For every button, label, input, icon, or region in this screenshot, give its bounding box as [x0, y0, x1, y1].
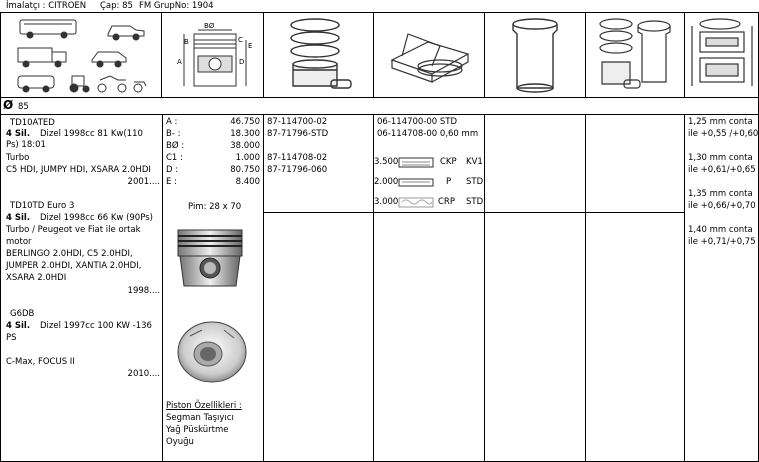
vehicle-turbo-cont: motor [6, 237, 32, 247]
grid-line [585, 12, 586, 98]
gasket-range: ile +0,66/+0,70 [688, 201, 756, 211]
vehicle-cylinders: 4 Sil. [6, 129, 31, 139]
ring-size: 3.500 [374, 157, 399, 167]
dimension-label: D : [166, 165, 179, 175]
vehicle-models: C5 HDI, JUMPY HDI, XSARA 2.0HDI [6, 165, 151, 175]
vehicle-year: 1998.... [127, 286, 160, 296]
grid-line [684, 12, 685, 98]
grid-line [373, 12, 374, 98]
dimension-label: A : [166, 117, 178, 127]
piston-feature-item: Yağ Püskürtme [166, 425, 229, 435]
grid-line [263, 114, 264, 462]
vehicle-engine: TD10ATED [10, 118, 55, 128]
diagram-label-d: D [239, 58, 245, 66]
piston-feature-item: Oyuğu [166, 437, 194, 447]
gasket-range: ile +0,55 /+0,60 [688, 129, 759, 139]
group-label: FM GrupNo: 1904 [139, 1, 214, 11]
grid-line [263, 12, 264, 98]
grid-line [0, 12, 759, 13]
ring-grade: STD [466, 177, 484, 187]
vehicle-description: Dizel 1998cc 66 Kw (90Ps) [40, 213, 153, 223]
gasket-range: ile +0,71/+0,75 [688, 237, 756, 247]
piston-feature-item: Segman Taşıyıcı [166, 413, 234, 423]
grid-line [0, 12, 1, 462]
gasket-range: ile +0,61/+0,65 [688, 165, 756, 175]
manufacturer-label: İmalatçı : CITROEN [6, 1, 87, 11]
diagram-label-c: C [238, 36, 243, 44]
piston-code: 87-71796-060 [267, 165, 328, 175]
pin-label: Pim: 28 x 70 [188, 202, 242, 212]
vehicle-engine: TD10TD Euro 3 [10, 201, 75, 211]
grid-line [484, 12, 485, 98]
ring-grade: STD [466, 197, 484, 207]
vehicles-icon [14, 16, 154, 94]
diagram-label-bo: BØ [204, 22, 215, 30]
dimension-value: 80.750 [230, 165, 260, 175]
grid-line [161, 12, 162, 98]
grid-line [684, 114, 685, 462]
ring-code: 06-114700-00 STD [377, 117, 458, 127]
grid-line [0, 114, 759, 115]
ring-type: P [446, 177, 452, 187]
gasket-thickness: 1,35 mm conta [688, 189, 753, 199]
piston-code: 87-114708-02 [267, 153, 328, 163]
vehicle-description-cont: Ps) 18:01 [6, 140, 46, 150]
diameter-symbol: Ø [3, 98, 14, 112]
ring-size: 2.000 [374, 177, 399, 187]
ring-type: CRP [438, 197, 455, 207]
ring-type: CKP [440, 157, 457, 167]
diagram-label-b: B [184, 38, 189, 46]
full-kit-icon [596, 16, 676, 94]
vehicle-cylinders: 4 Sil. [6, 213, 31, 223]
piston-features-title: Piston Özellikleri : [166, 401, 242, 411]
vehicle-models: XSARA 2.0HDI [6, 273, 67, 283]
ring-profile-icon [398, 156, 434, 169]
dimension-value: 46.750 [230, 117, 260, 127]
gasket-thickness: 1,40 mm conta [688, 225, 753, 235]
piston-dimension-diagram [176, 20, 256, 92]
ring-size: 3.000 [374, 197, 399, 207]
ring-profile-icon [398, 196, 434, 209]
gasket-thickness: 1,25 mm conta [688, 117, 753, 127]
vehicle-description-cont: PS [6, 333, 17, 343]
ring-grade: KV1 [466, 157, 483, 167]
grid-line [484, 114, 485, 462]
piston-top-image [172, 316, 252, 388]
grid-line [263, 212, 684, 213]
ring-set-icon [388, 20, 472, 90]
vehicle-engine: G6DB [10, 309, 35, 319]
dimension-value: 8.400 [235, 177, 260, 187]
gasket-icon [690, 16, 758, 94]
dimension-value: 18.300 [230, 129, 260, 139]
vehicle-year: 2001.... [127, 177, 160, 187]
piston-code: 87-71796-STD [267, 129, 329, 139]
gasket-thickness: 1,30 mm conta [688, 153, 753, 163]
dimension-label: B- : [166, 129, 181, 139]
dimension-value: 1.000 [235, 153, 260, 163]
vehicle-year: 2010.... [127, 369, 160, 379]
grid-line [162, 114, 163, 462]
piston-code: 87-114700-02 [267, 117, 328, 127]
dimension-label: C1 : [166, 153, 183, 163]
ring-profile-icon [398, 176, 434, 189]
diagram-label-e: E [248, 42, 253, 50]
piston-side-image [172, 226, 248, 292]
diameter-label: Çap: 85 [100, 1, 133, 11]
dimension-value: 38.000 [230, 141, 260, 151]
vehicle-description: Dizel 1998cc 81 Kw(110 [40, 129, 143, 139]
vehicle-description: Dizel 1997cc 100 KW -136 [40, 321, 152, 331]
vehicle-models: C-Max, FOCUS II [6, 357, 75, 367]
piston-rings-icon [285, 16, 355, 94]
grid-line [585, 114, 586, 462]
vehicle-cylinders: 4 Sil. [6, 321, 31, 331]
dimension-label: BØ : [166, 141, 185, 151]
ring-code: 06-114708-00 0,60 mm [377, 129, 479, 139]
diagram-label-a: A [177, 58, 182, 66]
vehicle-turbo: Turbo [6, 153, 30, 163]
vehicle-models: BERLINGO 2.0HDI, C5 2.0HDI, [6, 249, 133, 259]
cylinder-liner-icon [508, 16, 562, 94]
vehicle-turbo: Turbo / Peugeot ve Fiat ile ortak [6, 225, 141, 235]
dimension-label: E : [166, 177, 177, 187]
vehicle-models: JUMPER 2.0HDI, XANTIA 2.0HDI, [6, 261, 142, 271]
diameter-value: 85 [18, 102, 29, 112]
grid-line [0, 97, 759, 98]
